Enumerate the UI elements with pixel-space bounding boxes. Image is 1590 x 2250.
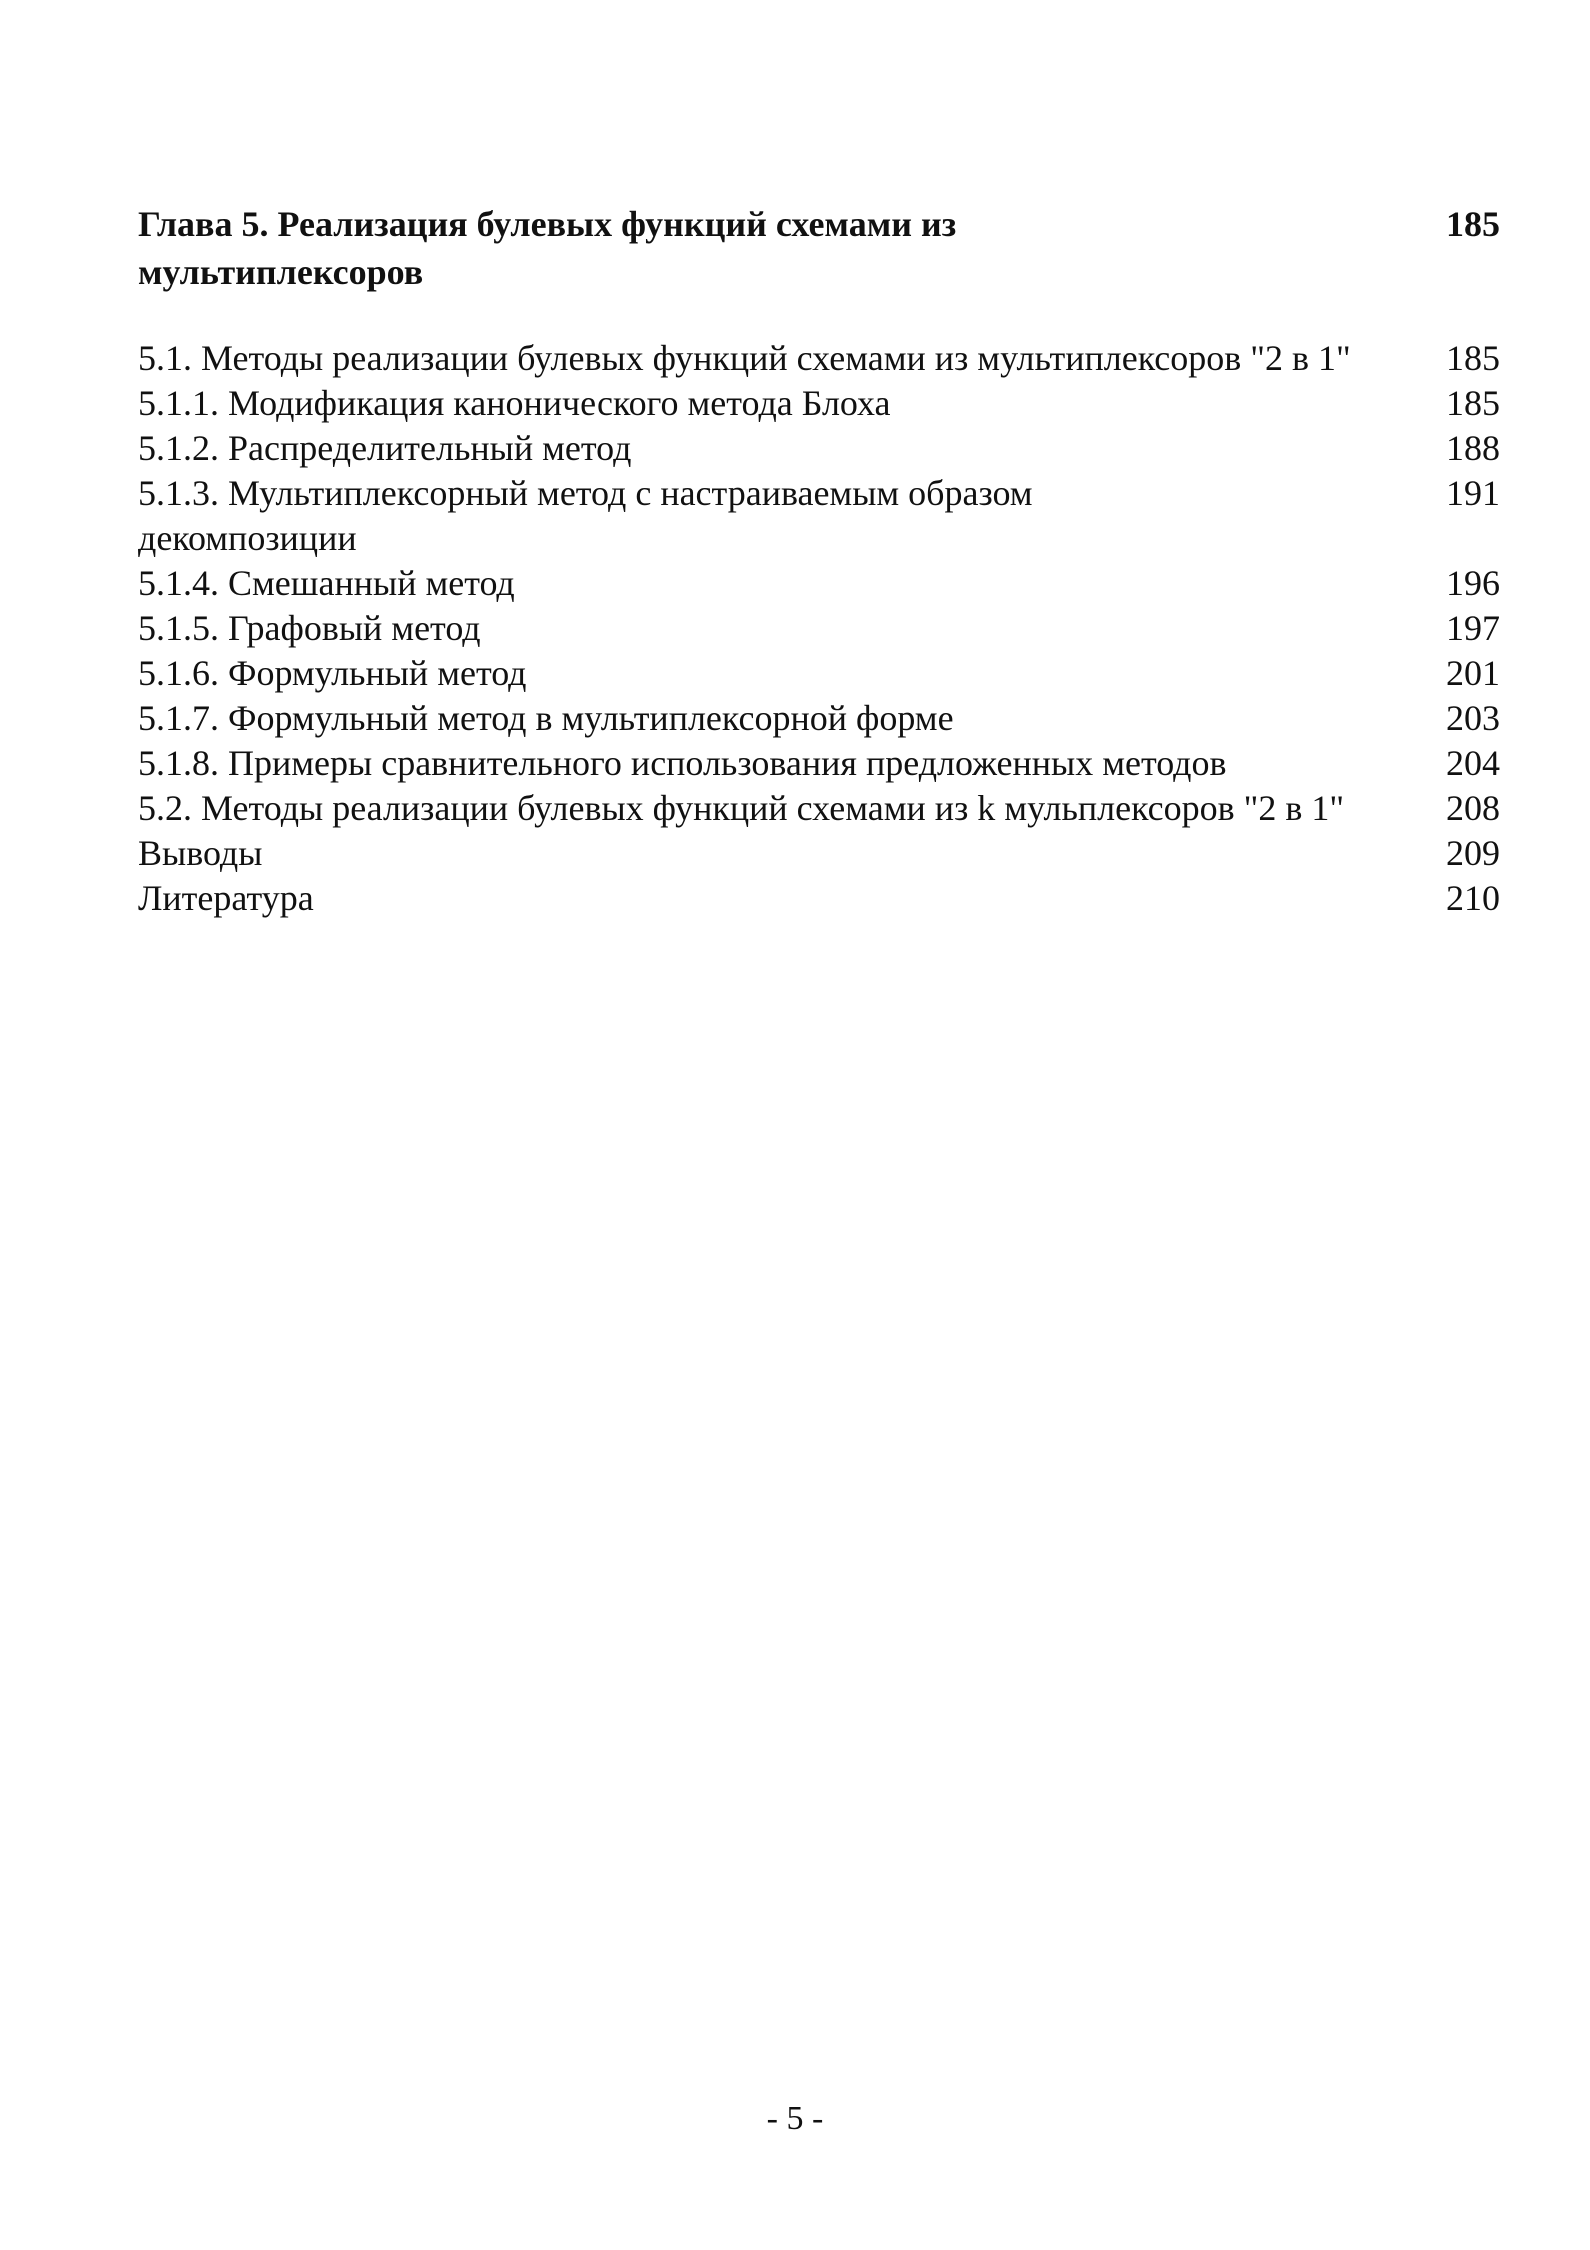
toc-entry-5-1-5	[138, 606, 1500, 651]
toc-entry-title: 5.2. Методы реализации булевых функций схемами из k мульплексоров "2 в 1"	[138, 788, 1345, 828]
toc-entry-page: 185	[1446, 338, 1500, 378]
toc-entry-title: 5.1.6. Формульный метод	[138, 653, 527, 693]
toc-entry-conclusions	[138, 831, 1500, 876]
toc-entry-5-1-4	[138, 561, 1500, 606]
toc-entry-page: 201	[1446, 653, 1500, 693]
toc-entry-5-1-2	[138, 426, 1500, 471]
toc-entry-page: 188	[1446, 428, 1500, 468]
toc-entry-5-1-1	[138, 381, 1500, 426]
toc-entry-5-1-3	[138, 471, 1500, 561]
toc-entry-title: 5.1.7. Формульный метод в мультиплексорной форме	[138, 698, 954, 738]
toc-entry-title: 5.1.5. Графовый метод	[138, 608, 481, 648]
toc-entry-page: 208	[1446, 788, 1500, 828]
toc-entry-5-1	[138, 336, 1500, 381]
toc-entry-title: Литература	[138, 878, 314, 918]
toc-entry-page: 210	[1446, 878, 1500, 918]
toc-chapter-page: 185	[1446, 204, 1500, 244]
toc-entry-title: 5.1.4. Смешанный метод	[138, 563, 515, 603]
toc-entry-page: 197	[1446, 608, 1500, 648]
toc-entry-title: Выводы	[138, 833, 263, 873]
toc-entry-title: 5.1.2. Распределительный метод	[138, 428, 632, 468]
toc-entry-5-1-8	[138, 741, 1500, 786]
toc-entry-page: 196	[1446, 563, 1500, 603]
toc-entry-title: 5.1.1. Модификация канонического метода Блоха	[138, 383, 891, 423]
table-of-contents	[138, 200, 1500, 921]
toc-entry-title: 5.1.3. Мультиплексорный метод с настраиваемым образом декомпозиции	[138, 473, 1033, 558]
toc-entry-page: 209	[1446, 833, 1500, 873]
toc-chapter-heading	[138, 200, 1500, 296]
toc-entry-page: 191	[1446, 473, 1500, 513]
toc-entry-5-2	[138, 786, 1500, 831]
toc-entry-page: 185	[1446, 383, 1500, 423]
toc-chapter-title: Глава 5. Реализация булевых функций схемами из мультиплексоров	[138, 204, 957, 292]
toc-entry-5-1-7	[138, 696, 1500, 741]
toc-entry-title: 5.1.8. Примеры сравнительного использования предложенных методов	[138, 743, 1227, 783]
page-number: - 5 -	[766, 2100, 824, 2137]
toc-entry-page: 203	[1446, 698, 1500, 738]
toc-entry-title: 5.1. Методы реализации булевых функций схемами из мультиплексоров "2 в 1"	[138, 338, 1351, 378]
toc-entry-5-1-6	[138, 651, 1500, 696]
toc-entry-page: 204	[1446, 743, 1500, 783]
toc-entry-literature	[138, 876, 1500, 921]
